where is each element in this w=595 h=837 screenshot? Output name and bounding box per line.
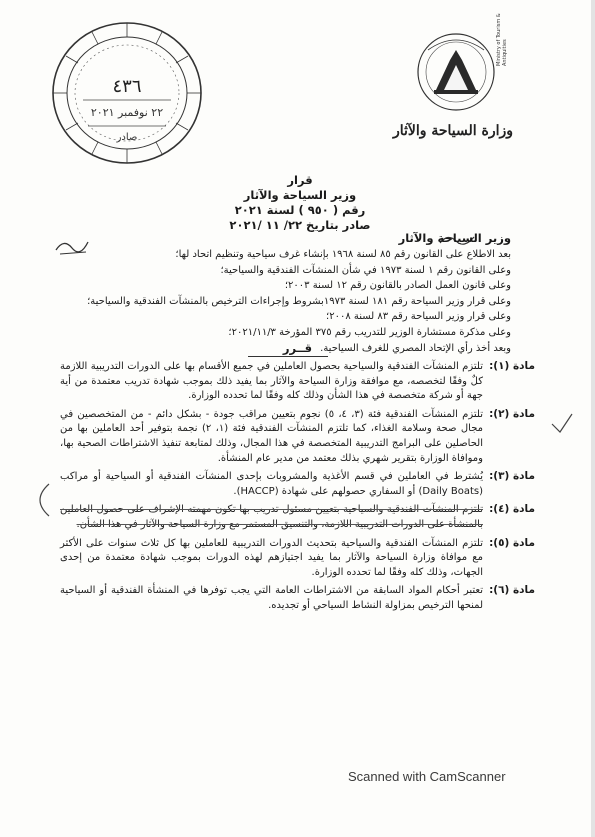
stamp-date: ٢٢ نوفمبر ٢٠٢١ bbox=[90, 106, 164, 119]
decree-title-block bbox=[200, 173, 400, 233]
stamp-word: صادر bbox=[116, 132, 138, 143]
stamp-number: ٤٣٦ bbox=[112, 76, 142, 97]
article-item bbox=[60, 584, 535, 613]
preamble-line: وعلى قانون العمل الصادر بالقانون رقم ١٢ لسنة ٢٠٠٣؛ bbox=[284, 280, 511, 292]
decree-minister: وزير السياحة والآثار bbox=[243, 188, 357, 202]
ministry-english-name: Ministry of Tourism & Antiquities bbox=[496, 13, 508, 66]
preamble-line: وبعد أخذ رأي الإتحاد المصري للغرف السياحية. bbox=[320, 342, 511, 354]
article-label: مادة (٢): bbox=[489, 407, 535, 420]
ministry-logo bbox=[388, 13, 518, 170]
registry-stamp bbox=[48, 18, 206, 168]
heading-underline bbox=[248, 356, 328, 357]
article-text: تلتزم المنشآت الفندقية والسياحية بحصول العاملين في جميع الأقسام بها على الدورات التدريبية اللازمة كلٌ وفقًا لتخصصه، مع موافقة وزارة السياحة والآثار بما يفيد ذلك بموجب شهادة تدريب معتمدة من أية جهة أو شركة متخصصة في هذا الشأن وذلك كله وفقًا لما تحدده الوزارة. bbox=[60, 361, 483, 402]
article-label: مادة (٤): bbox=[489, 503, 535, 516]
preamble-line: وعلى قرار وزير السياحة رقم ٨٣ لسنة ٢٠٠٨؛ bbox=[326, 311, 511, 323]
article-text: تلتزم المنشآت الفندقية والسياحية بتعيين مسئول تدريب بها تكون مهمته الإشراف على حصول العاملين بالمنشأة على الدورات التدريبية اللازمة، والتنسيق المستمر مع وزارة السياحة والآثار في هذا الشأن. bbox=[60, 504, 483, 530]
article-text: تعتبر أحكام المواد السابقة من الاشتراطات العامة التي يجب توفرها في المنشأة الفندقية أو السياحية لمنحها الترخيص بمزاولة النشاط السياحي أو تجديده. bbox=[60, 585, 483, 611]
article-item bbox=[60, 537, 535, 581]
ministry-arabic-name: وزارة السياحة والآثار bbox=[392, 123, 514, 139]
article-label: مادة (٣): bbox=[489, 470, 535, 483]
issuer-heading: وزير السياحة والآثار bbox=[398, 231, 511, 245]
article-item bbox=[60, 408, 535, 466]
margin-bracket-icon bbox=[25, 480, 55, 520]
article-label: مادة (١): bbox=[489, 360, 535, 372]
decree-number: رقم ( ٩٥٠ ) لسنة ٢٠٢١ bbox=[234, 203, 366, 217]
articles-list bbox=[60, 360, 535, 618]
scanner-footer: Scanned with CamScanner bbox=[348, 769, 506, 784]
preamble-line: وعلى قرار وزير السياحة رقم ١٨١ لسنة ١٩٧٣بشروط وإجراءات الترخيص بالمنشآت الفندقية والسياحية؛ bbox=[87, 295, 511, 307]
margin-tick-icon bbox=[548, 408, 576, 438]
article-label: مادة (٦): bbox=[489, 584, 535, 597]
preamble bbox=[81, 247, 511, 356]
article-text: تلتزم المنشآت الفندقية والسياحية بتحديث الدورات التدريبية للعاملين بها كل ثلاث سنوات على الأكثر مع موافاة وزارة السياحة والآثار بما يفيد اجتيازهم لهذه الدورات بموجب شهادة معتمدة من إحدى الجهات، وذلك كله وفقًا لما تحدده الوزارة. bbox=[60, 537, 483, 578]
preamble-line: وعلى القانون رقم ١ لسنة ١٩٧٣ في شأن المنشآت الفندقية والسياحية؛ bbox=[220, 264, 511, 276]
preamble-line: وعلى مذكرة مستشارة الوزير للتدريب رقم ٣٧٥ المؤرخة ٢٠٢١/١١/٣؛ bbox=[228, 326, 511, 338]
decree-date: صادر بتاريخ ٢٢/ ١١ /٢٠٢١ bbox=[229, 218, 371, 232]
article-text: يُشترط في العاملين في قسم الأغذية والمشروبات بإحدى المنشآت الفندقية أو السياحية أو مراكب (Daily Boats) أو السفاري حصولهم على شهادة (HACCP). bbox=[60, 471, 483, 497]
preamble-line: بعد الاطلاع على القانون رقم ٨٥ لسنة ١٩٦٨ بإنشاء غرف سياحية وتنظيم اتحاد لها؛ bbox=[175, 249, 511, 260]
decree-label: قرار bbox=[287, 173, 313, 187]
article-label: مادة (٥): bbox=[489, 536, 535, 549]
article-item bbox=[60, 470, 535, 499]
decision-heading: قــرر bbox=[282, 341, 313, 355]
scan-edge-shadow bbox=[591, 0, 595, 837]
article-item bbox=[60, 360, 535, 404]
article-item-struck bbox=[60, 503, 535, 532]
article-text: تلتزم المنشآت الفندقية فئة (٣، ٤، ٥) نجوم بتعيين مراقب جودة - بشكل دائم - من المتخصصين في مجال صحة وسلامة الغذاء، كما تلتزم المنشآت الفندقية فئة (١، ٢) نجمة بتوفير أحد العاملين بها من الحاصلين على البرامج التدريبية المتخصصة في هذا المجال، وذلك لمتابعة تنفيذ الاشتراطات الصحية بها، وموافاة الوزارة بتقرير شهري بذلك معتمد من مدير عام المنشأة. bbox=[60, 408, 484, 464]
